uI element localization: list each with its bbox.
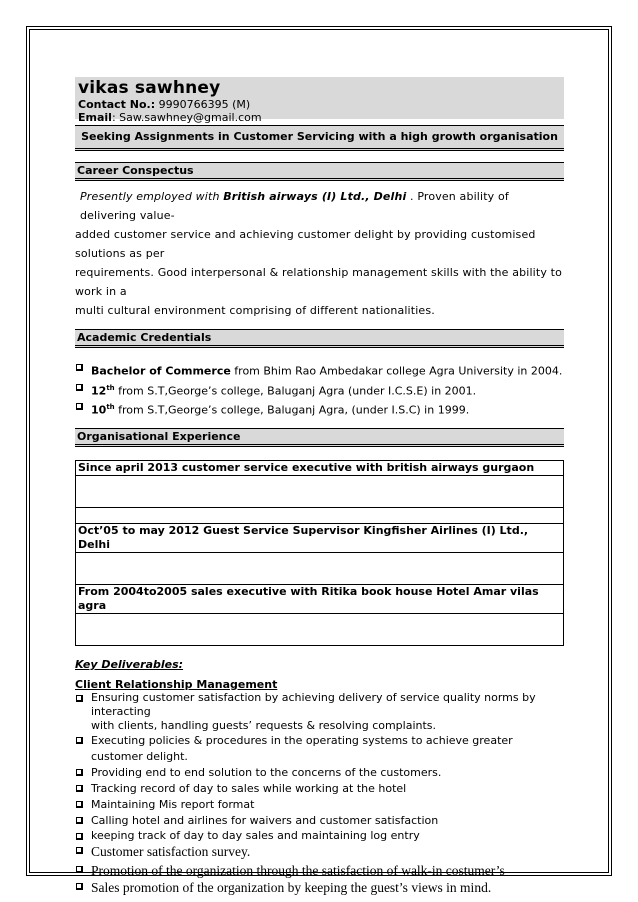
checkbox-bullet-icon [76,833,82,839]
contact-line [78,98,561,111]
email-label: Email [78,111,112,124]
experience-row-details [76,553,563,585]
checkbox-bullet-icon [76,883,82,889]
checkbox-bullet-icon [76,364,82,370]
experience-row-title: Since april 2013 customer service executive with british airways gurgaon [76,461,563,476]
career-line-4: multi cultural environment comprising of different nationalities. [75,304,435,317]
deliverable-item: keeping track of day to day sales and maintaining log entry [75,829,564,843]
contact-label: Contact No.: [78,98,156,111]
deliverable-item: Customer satisfaction survey. [75,843,564,860]
experience-row-spacer [76,508,563,524]
career-rest: . Proven ability of delivering value- [80,190,509,222]
deliverable-item: Ensuring customer satisfaction by achieving delivery of service quality norms by interacting with clients, handling guests’ requests & resolving complaints. [75,691,564,733]
career-line-2: added customer service and achieving customer delight by providing customised solutions as per [75,228,536,260]
checkbox-bullet-icon [76,769,82,775]
deliverable-item: Providing end to end solution to the concerns of the customers. [75,765,564,781]
deliverables-list [75,691,564,896]
experience-row-details [76,614,563,645]
checkbox-bullet-icon [76,785,82,791]
checkbox-bullet-icon [76,384,82,390]
client-relationship-heading: Client Relationship Management [75,677,278,691]
contact-value: 9990766395 (M) [155,98,251,111]
deliverable-item: Promotion of the organization through the satisfaction of walk-in costumer’s [75,862,564,879]
deliverable-item: Sales promotion of the organization by keeping the guest’s views in mind. [75,879,564,896]
checkbox-bullet-icon [76,695,82,701]
section-career-heading: Career Conspectus [75,162,564,181]
checkbox-bullet-icon [76,847,82,853]
resume-content [75,77,564,896]
academic-list [75,360,564,419]
experience-table [75,460,564,646]
objective-banner: Seeking Assignments in Customer Servicing with a high growth organisation [75,125,564,151]
candidate-name: vikas sawhney [78,78,221,98]
career-intro: Presently employed with [80,190,224,203]
experience-row-title: Oct’05 to may 2012 Guest Service Supervisor Kingfisher Airlines (I) Ltd., Delhi [76,524,563,553]
career-line-1 [75,187,564,225]
academic-item: Bachelor of Commerce from Bhim Rao Ambedakar college Agra University in 2004. [75,360,564,380]
academic-item: 12th from S.T,George’s college, Baluganj Agra (under I.C.S.E) in 2001. [75,380,564,400]
career-company: British airways (I) Ltd., Delhi [223,190,407,203]
key-deliverables-heading: Key Deliverables: [75,657,184,671]
experience-row-title: From 2004to2005 sales executive with Ritika book house Hotel Amar vilas agra [76,585,563,614]
checkbox-bullet-icon [76,866,82,872]
checkbox-bullet-icon [76,817,82,823]
deliverable-item: Calling hotel and airlines for waivers and customer satisfaction [75,813,564,829]
deliverable-item: Tracking record of day to sales while working at the hotel [75,781,564,797]
checkbox-bullet-icon [76,403,82,409]
section-academic-heading: Academic Credentials [75,329,564,348]
career-paragraph [75,187,564,320]
academic-item: 10th from S.T,George’s college, Baluganj Agra, (under I.S.C) in 1999. [75,399,564,419]
resume-header [75,77,564,124]
experience-row-details [76,476,563,508]
email-line [78,111,561,124]
checkbox-bullet-icon [76,801,82,807]
career-line-3: requirements. Good interpersonal & relationship management skills with the ability to work in a [75,266,562,298]
deliverable-item: Maintaining Mis report format [75,797,564,813]
checkbox-bullet-icon [76,737,82,743]
section-experience-heading: Organisational Experience [75,428,564,447]
email-value: : Saw.sawhney@gmail.com [111,111,262,124]
deliverable-item: Executing policies & procedures in the operating systems to achieve greater customer delight. [75,733,564,765]
